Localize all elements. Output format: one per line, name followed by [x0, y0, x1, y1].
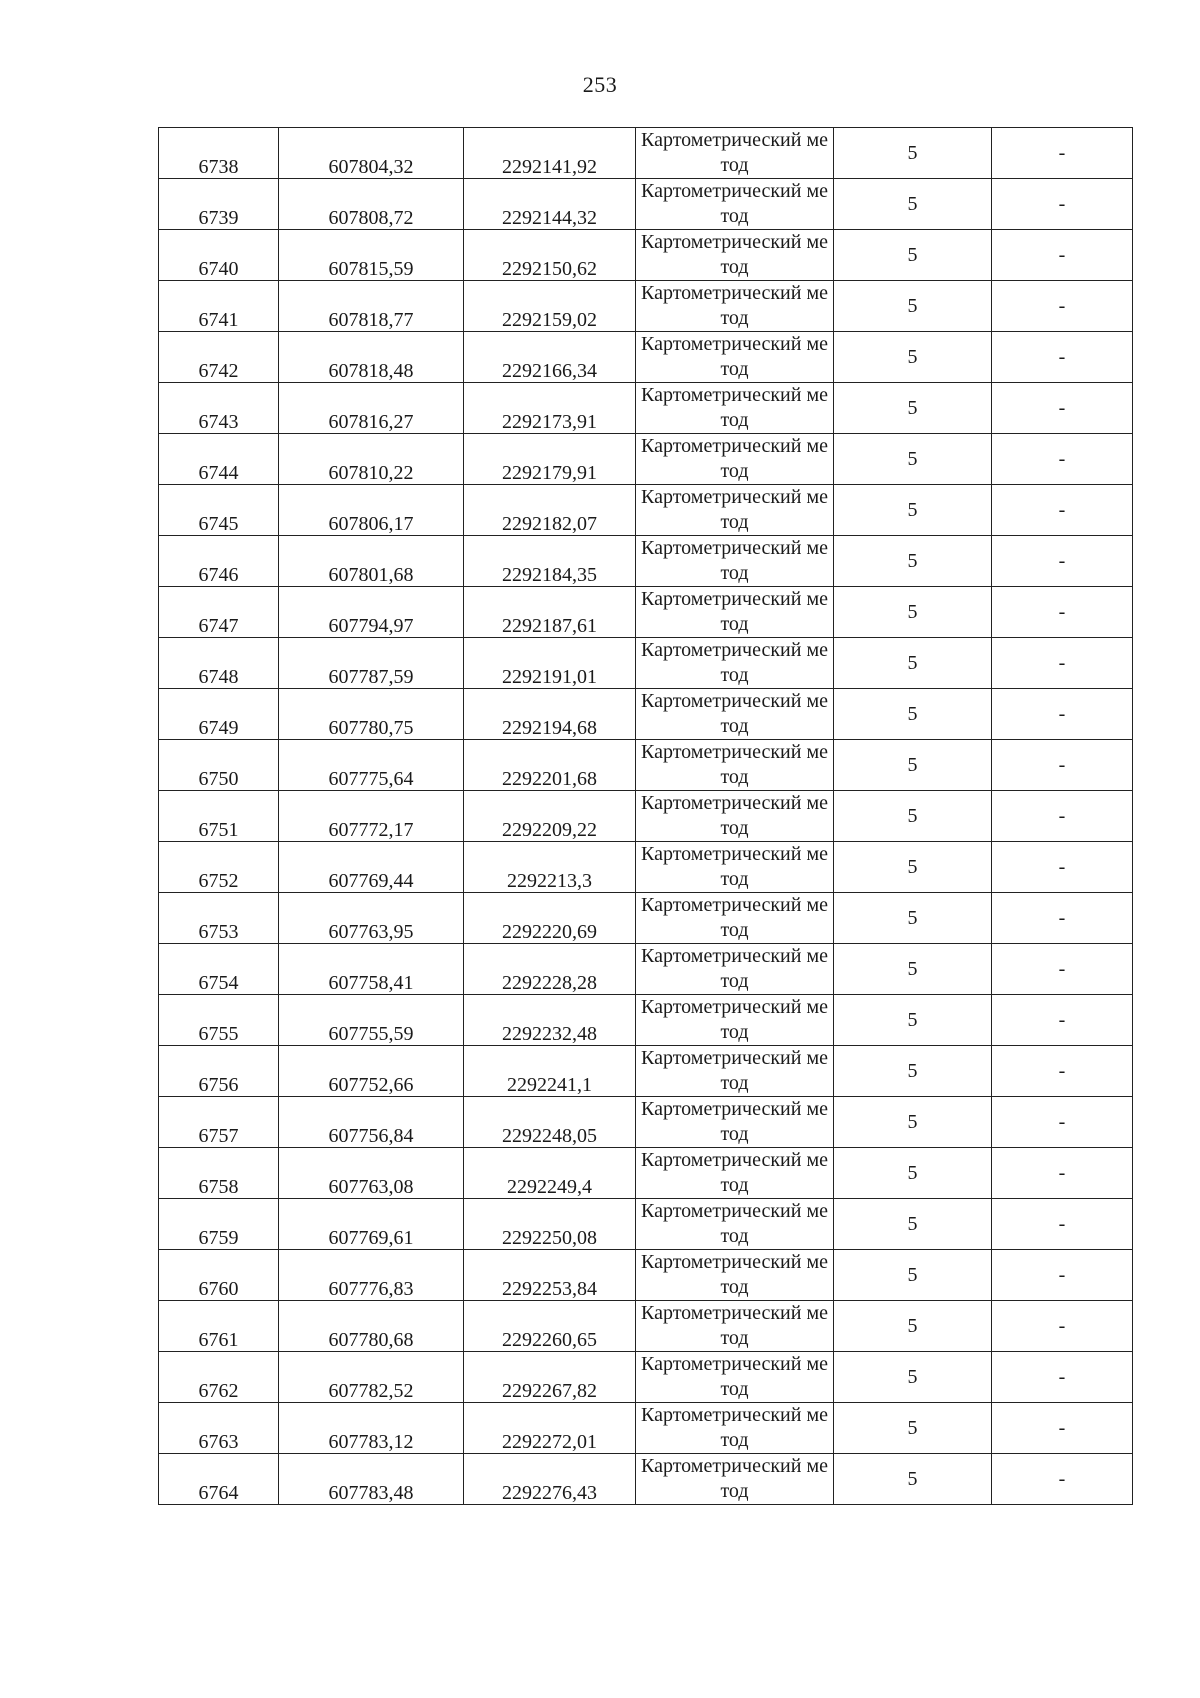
note-cell: -	[992, 893, 1133, 944]
method-text: Картометрический метод	[641, 996, 828, 1043]
point-number-cell: 6747	[159, 587, 279, 638]
method-cell	[636, 740, 834, 791]
y-coordinate-cell: 2292187,61	[464, 587, 636, 638]
y-coordinate-cell: 2292272,01	[464, 1403, 636, 1454]
note-cell: -	[992, 1454, 1133, 1505]
method-text: Картометрический метод	[641, 435, 828, 482]
y-coordinate-cell: 2292166,34	[464, 332, 636, 383]
method-cell	[636, 1148, 834, 1199]
x-coordinate-cell: 607808,72	[279, 179, 464, 230]
y-coordinate-cell: 2292179,91	[464, 434, 636, 485]
note-cell: -	[992, 434, 1133, 485]
method-cell	[636, 1199, 834, 1250]
table-row	[159, 995, 1133, 1046]
table-row	[159, 383, 1133, 434]
method-cell	[636, 128, 834, 179]
point-number-cell: 6757	[159, 1097, 279, 1148]
table-row	[159, 1199, 1133, 1250]
method-text: Картометрический метод	[641, 1404, 828, 1451]
y-coordinate-cell: 2292141,92	[464, 128, 636, 179]
method-cell	[636, 1097, 834, 1148]
accuracy-cell: 5	[834, 1148, 992, 1199]
accuracy-cell: 5	[834, 842, 992, 893]
point-number-cell: 6753	[159, 893, 279, 944]
table-row	[159, 179, 1133, 230]
note-cell: -	[992, 842, 1133, 893]
note-cell: -	[992, 1046, 1133, 1097]
coordinates-table	[158, 127, 1133, 1505]
point-number-cell: 6740	[159, 230, 279, 281]
note-cell: -	[992, 587, 1133, 638]
y-coordinate-cell: 2292173,91	[464, 383, 636, 434]
method-cell	[636, 1046, 834, 1097]
accuracy-cell: 5	[834, 434, 992, 485]
x-coordinate-cell: 607763,95	[279, 893, 464, 944]
point-number-cell: 6751	[159, 791, 279, 842]
table-row	[159, 1046, 1133, 1097]
point-number-cell: 6745	[159, 485, 279, 536]
point-number-cell: 6756	[159, 1046, 279, 1097]
x-coordinate-cell: 607794,97	[279, 587, 464, 638]
x-coordinate-cell: 607772,17	[279, 791, 464, 842]
x-coordinate-cell: 607755,59	[279, 995, 464, 1046]
method-text: Картометрический метод	[641, 1251, 828, 1298]
note-cell: -	[992, 638, 1133, 689]
x-coordinate-cell: 607752,66	[279, 1046, 464, 1097]
accuracy-cell: 5	[834, 1454, 992, 1505]
accuracy-cell: 5	[834, 128, 992, 179]
method-cell	[636, 1352, 834, 1403]
x-coordinate-cell: 607769,61	[279, 1199, 464, 1250]
point-number-cell: 6738	[159, 128, 279, 179]
page-number: 253	[582, 72, 618, 97]
method-text: Картометрический метод	[641, 333, 828, 380]
point-number-cell: 6760	[159, 1250, 279, 1301]
method-text: Картометрический метод	[641, 1353, 828, 1400]
method-cell	[636, 230, 834, 281]
y-coordinate-cell: 2292253,84	[464, 1250, 636, 1301]
accuracy-cell: 5	[834, 281, 992, 332]
method-cell	[636, 383, 834, 434]
accuracy-cell: 5	[834, 689, 992, 740]
accuracy-cell: 5	[834, 179, 992, 230]
note-cell: -	[992, 485, 1133, 536]
method-text: Картометрический метод	[641, 486, 828, 533]
table-row	[159, 281, 1133, 332]
note-cell: -	[992, 1352, 1133, 1403]
x-coordinate-cell: 607787,59	[279, 638, 464, 689]
coordinates-table-body	[159, 128, 1133, 1505]
x-coordinate-cell: 607804,32	[279, 128, 464, 179]
note-cell: -	[992, 995, 1133, 1046]
y-coordinate-cell: 2292250,08	[464, 1199, 636, 1250]
table-row	[159, 1250, 1133, 1301]
table-row	[159, 689, 1133, 740]
accuracy-cell: 5	[834, 893, 992, 944]
note-cell: -	[992, 1097, 1133, 1148]
method-text: Картометрический метод	[641, 639, 828, 686]
point-number-cell: 6752	[159, 842, 279, 893]
method-text: Картометрический метод	[641, 690, 828, 737]
method-cell	[636, 536, 834, 587]
table-row	[159, 485, 1133, 536]
note-cell: -	[992, 1148, 1133, 1199]
note-cell: -	[992, 281, 1133, 332]
x-coordinate-cell: 607783,48	[279, 1454, 464, 1505]
y-coordinate-cell: 2292228,28	[464, 944, 636, 995]
x-coordinate-cell: 607782,52	[279, 1352, 464, 1403]
accuracy-cell: 5	[834, 1352, 992, 1403]
method-text: Картометрический метод	[641, 894, 828, 941]
table-row	[159, 230, 1133, 281]
method-text: Картометрический метод	[641, 282, 828, 329]
method-text: Картометрический метод	[641, 537, 828, 584]
point-number-cell: 6764	[159, 1454, 279, 1505]
accuracy-cell: 5	[834, 944, 992, 995]
accuracy-cell: 5	[834, 1046, 992, 1097]
note-cell: -	[992, 1199, 1133, 1250]
y-coordinate-cell: 2292241,1	[464, 1046, 636, 1097]
y-coordinate-cell: 2292144,32	[464, 179, 636, 230]
x-coordinate-cell: 607810,22	[279, 434, 464, 485]
accuracy-cell: 5	[834, 995, 992, 1046]
table-row	[159, 1301, 1133, 1352]
y-coordinate-cell: 2292150,62	[464, 230, 636, 281]
method-text: Картометрический метод	[641, 384, 828, 431]
point-number-cell: 6754	[159, 944, 279, 995]
note-cell: -	[992, 128, 1133, 179]
point-number-cell: 6762	[159, 1352, 279, 1403]
y-coordinate-cell: 2292182,07	[464, 485, 636, 536]
method-text: Картометрический метод	[641, 1098, 828, 1145]
method-cell	[636, 1403, 834, 1454]
method-cell	[636, 587, 834, 638]
x-coordinate-cell: 607780,68	[279, 1301, 464, 1352]
method-text: Картометрический метод	[641, 792, 828, 839]
method-text: Картометрический метод	[641, 588, 828, 635]
table-row	[159, 1097, 1133, 1148]
accuracy-cell: 5	[834, 1403, 992, 1454]
accuracy-cell: 5	[834, 638, 992, 689]
accuracy-cell: 5	[834, 1250, 992, 1301]
method-text: Картометрический метод	[641, 1200, 828, 1247]
point-number-cell: 6742	[159, 332, 279, 383]
x-coordinate-cell: 607816,27	[279, 383, 464, 434]
table-row	[159, 332, 1133, 383]
table-row	[159, 1352, 1133, 1403]
method-cell	[636, 1250, 834, 1301]
point-number-cell: 6755	[159, 995, 279, 1046]
point-number-cell: 6759	[159, 1199, 279, 1250]
point-number-cell: 6748	[159, 638, 279, 689]
x-coordinate-cell: 607756,84	[279, 1097, 464, 1148]
x-coordinate-cell: 607801,68	[279, 536, 464, 587]
point-number-cell: 6749	[159, 689, 279, 740]
accuracy-cell: 5	[834, 485, 992, 536]
point-number-cell: 6743	[159, 383, 279, 434]
point-number-cell: 6750	[159, 740, 279, 791]
point-number-cell: 6761	[159, 1301, 279, 1352]
method-text: Картометрический метод	[641, 945, 828, 992]
y-coordinate-cell: 2292232,48	[464, 995, 636, 1046]
method-cell	[636, 1454, 834, 1505]
y-coordinate-cell: 2292276,43	[464, 1454, 636, 1505]
method-cell	[636, 995, 834, 1046]
table-row	[159, 1148, 1133, 1199]
x-coordinate-cell: 607775,64	[279, 740, 464, 791]
y-coordinate-cell: 2292191,01	[464, 638, 636, 689]
method-text: Картометрический метод	[641, 1149, 828, 1196]
accuracy-cell: 5	[834, 791, 992, 842]
accuracy-cell: 5	[834, 332, 992, 383]
table-row	[159, 791, 1133, 842]
note-cell: -	[992, 383, 1133, 434]
x-coordinate-cell: 607818,77	[279, 281, 464, 332]
note-cell: -	[992, 230, 1133, 281]
table-row	[159, 536, 1133, 587]
accuracy-cell: 5	[834, 587, 992, 638]
y-coordinate-cell: 2292220,69	[464, 893, 636, 944]
method-cell	[636, 842, 834, 893]
table-row	[159, 893, 1133, 944]
method-cell	[636, 434, 834, 485]
table-row	[159, 638, 1133, 689]
method-text: Картометрический метод	[641, 1302, 828, 1349]
y-coordinate-cell: 2292194,68	[464, 689, 636, 740]
method-cell	[636, 689, 834, 740]
point-number-cell: 6741	[159, 281, 279, 332]
table-row	[159, 842, 1133, 893]
method-text: Картометрический метод	[641, 180, 828, 227]
table-row	[159, 1403, 1133, 1454]
table-row	[159, 128, 1133, 179]
note-cell: -	[992, 1301, 1133, 1352]
note-cell: -	[992, 179, 1133, 230]
method-text: Картометрический метод	[641, 129, 828, 176]
method-cell	[636, 485, 834, 536]
point-number-cell: 6758	[159, 1148, 279, 1199]
point-number-cell: 6763	[159, 1403, 279, 1454]
method-cell	[636, 1301, 834, 1352]
y-coordinate-cell: 2292248,05	[464, 1097, 636, 1148]
x-coordinate-cell: 607763,08	[279, 1148, 464, 1199]
y-coordinate-cell: 2292159,02	[464, 281, 636, 332]
x-coordinate-cell: 607758,41	[279, 944, 464, 995]
y-coordinate-cell: 2292209,22	[464, 791, 636, 842]
y-coordinate-cell: 2292184,35	[464, 536, 636, 587]
accuracy-cell: 5	[834, 740, 992, 791]
method-text: Картометрический метод	[641, 1047, 828, 1094]
x-coordinate-cell: 607815,59	[279, 230, 464, 281]
accuracy-cell: 5	[834, 230, 992, 281]
method-cell	[636, 791, 834, 842]
note-cell: -	[992, 740, 1133, 791]
note-cell: -	[992, 1250, 1133, 1301]
accuracy-cell: 5	[834, 1097, 992, 1148]
method-cell	[636, 281, 834, 332]
y-coordinate-cell: 2292267,82	[464, 1352, 636, 1403]
note-cell: -	[992, 791, 1133, 842]
note-cell: -	[992, 944, 1133, 995]
method-text: Картометрический метод	[641, 741, 828, 788]
method-text: Картометрический метод	[641, 1455, 828, 1502]
x-coordinate-cell: 607776,83	[279, 1250, 464, 1301]
x-coordinate-cell: 607783,12	[279, 1403, 464, 1454]
method-cell	[636, 332, 834, 383]
point-number-cell: 6739	[159, 179, 279, 230]
method-text: Картометрический метод	[641, 231, 828, 278]
accuracy-cell: 5	[834, 1199, 992, 1250]
table-row	[159, 1454, 1133, 1505]
accuracy-cell: 5	[834, 1301, 992, 1352]
y-coordinate-cell: 2292201,68	[464, 740, 636, 791]
method-cell	[636, 638, 834, 689]
accuracy-cell: 5	[834, 536, 992, 587]
x-coordinate-cell: 607818,48	[279, 332, 464, 383]
y-coordinate-cell: 2292213,3	[464, 842, 636, 893]
x-coordinate-cell: 607806,17	[279, 485, 464, 536]
note-cell: -	[992, 1403, 1133, 1454]
note-cell: -	[992, 536, 1133, 587]
table-row	[159, 587, 1133, 638]
table-row	[159, 740, 1133, 791]
x-coordinate-cell: 607769,44	[279, 842, 464, 893]
note-cell: -	[992, 332, 1133, 383]
method-text: Картометрический метод	[641, 843, 828, 890]
point-number-cell: 6744	[159, 434, 279, 485]
method-cell	[636, 944, 834, 995]
y-coordinate-cell: 2292260,65	[464, 1301, 636, 1352]
method-cell	[636, 179, 834, 230]
table-row	[159, 944, 1133, 995]
point-number-cell: 6746	[159, 536, 279, 587]
note-cell: -	[992, 689, 1133, 740]
table-row	[159, 434, 1133, 485]
y-coordinate-cell: 2292249,4	[464, 1148, 636, 1199]
accuracy-cell: 5	[834, 383, 992, 434]
method-cell	[636, 893, 834, 944]
x-coordinate-cell: 607780,75	[279, 689, 464, 740]
